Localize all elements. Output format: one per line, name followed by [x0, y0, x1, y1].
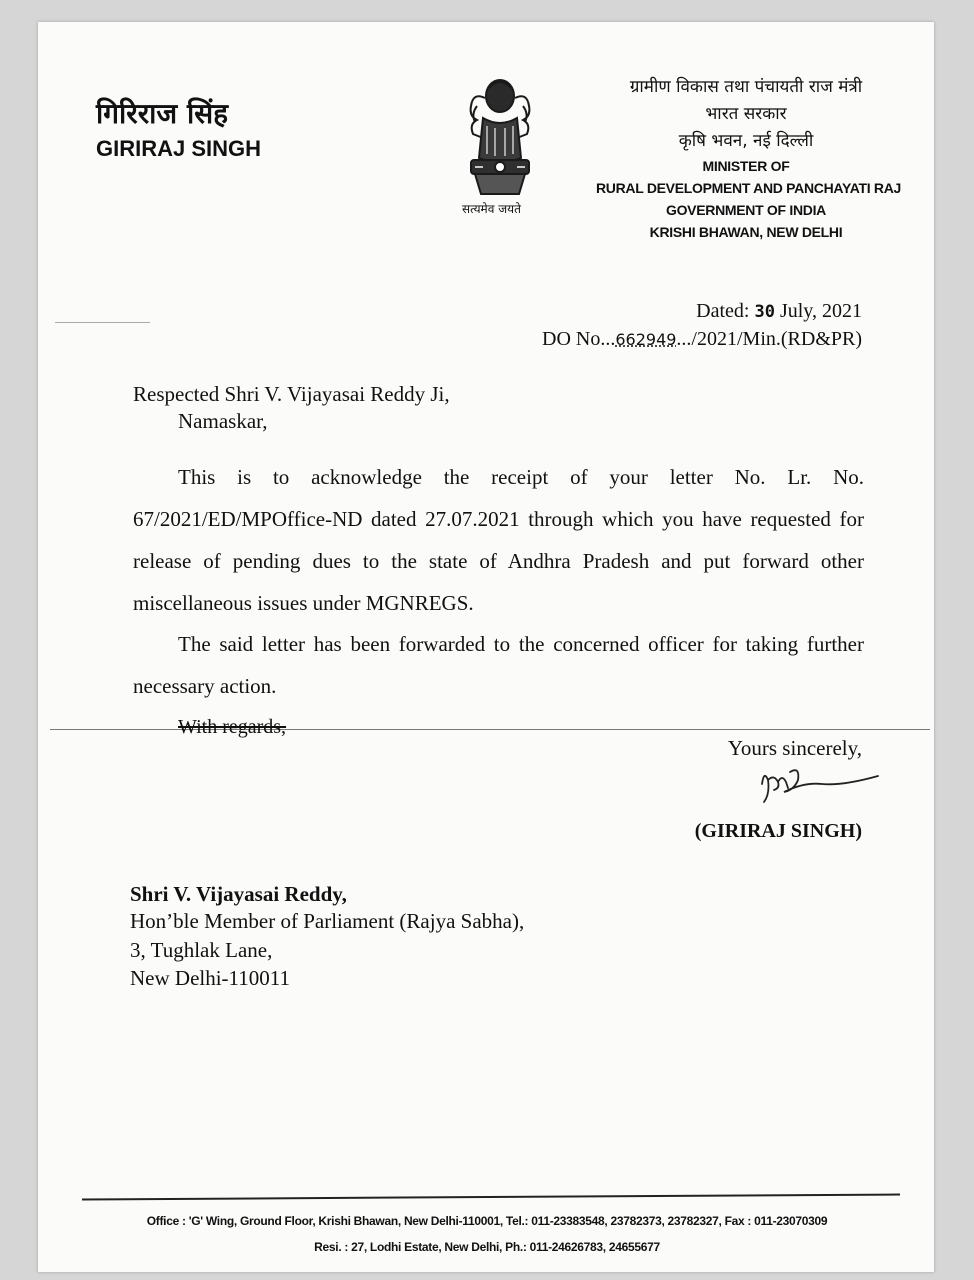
- closing-text: Yours sincerely,: [727, 736, 862, 760]
- dated-label: Dated:: [696, 300, 750, 322]
- title-hindi-line1: ग्रामीण विकास तथा पंचायती राज मंत्री: [629, 77, 863, 97]
- recipient-address-line1: 3, Tughlak Lane,: [130, 938, 273, 962]
- dated-month-year: July, 2021: [779, 300, 862, 322]
- sender-name-hindi: गिरिराज सिंह: [96, 97, 228, 130]
- minister-designation-block: [596, 74, 902, 243]
- do-prefix: DO No...: [542, 328, 616, 350]
- title-english-line3: GOVERNMENT OF INDIA: [666, 202, 826, 218]
- do-reference-number: [542, 328, 862, 351]
- title-english-line4: KRISHI BHAWAN, NEW DELHI: [649, 224, 843, 240]
- do-suffix: .../2021/Min.(RD&PR): [676, 328, 862, 350]
- fold-line: [55, 322, 150, 323]
- handwritten-signature: [758, 762, 882, 812]
- title-english-line2: RURAL DEVELOPMENT AND PANCHAYATI RAJ: [596, 180, 902, 196]
- regards-text: With regards,: [178, 716, 287, 738]
- title-hindi-line2: भारत सरकार: [705, 104, 787, 124]
- recipient-address-line2: New Delhi-110011: [130, 966, 290, 990]
- recipient-name: Shri V. Vijayasai Reddy,: [130, 882, 347, 906]
- sender-name-english: GIRIRAJ SINGH: [96, 136, 262, 161]
- title-hindi-line3: कृषि भवन, नई दिल्ली: [678, 131, 814, 151]
- body-paragraph-2: The said letter has been forwarded to the concerned officer for taking further necessary action.: [133, 632, 864, 698]
- do-number: 662949: [615, 330, 677, 349]
- greeting: Namaskar,: [178, 409, 268, 433]
- emblem-motto: सत्यमेव जयते: [462, 202, 521, 216]
- signatory-name: (GIRIRAJ SINGH): [694, 820, 862, 842]
- footer-residence-address: Resi. : 27, Lodhi Estate, New Delhi, Ph.: 011-24626783, 24655677: [314, 1240, 660, 1254]
- salutation: Respected Shri V. Vijayasai Reddy Ji,: [133, 382, 450, 406]
- ashoka-emblem-icon: [455, 70, 545, 220]
- body-paragraph-1: This is to acknowledge the receipt of your letter No. Lr. No. 67/2021/ED/MPOffice-ND dated 27.07.2021 through which you have requested for release of pending dues to the state of Andhra Pradesh and put forward other miscellaneous issues under MGNREGS.: [133, 465, 864, 615]
- dated-day: 30: [754, 302, 775, 322]
- letter-date: [696, 300, 862, 323]
- recipient-designation: Hon’ble Member of Parliament (Rajya Sabha),: [130, 909, 525, 933]
- title-english-line1: MINISTER OF: [702, 158, 790, 174]
- footer-office-address: Office : 'G' Wing, Ground Floor, Krishi Bhawan, New Delhi-110001, Tel.: 011-23383548, 23782373, 23782327, Fax : 011-23070309: [146, 1214, 828, 1228]
